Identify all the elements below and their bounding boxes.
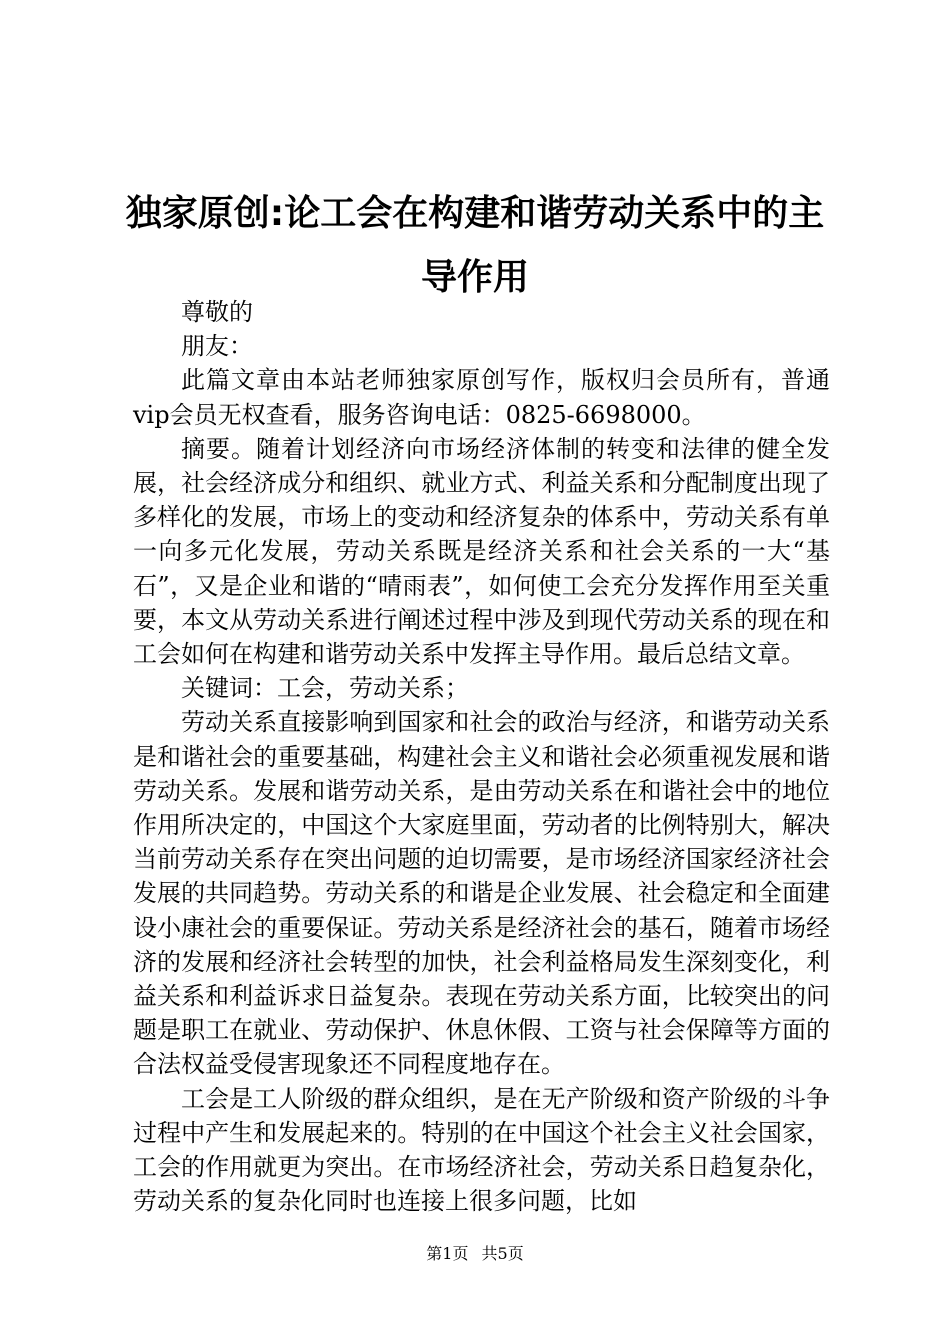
document-body	[133, 295, 830, 1218]
page-footer	[0, 1243, 950, 1265]
keywords-paragraph: 关键词：工会，劳动关系；	[181, 674, 469, 703]
page-total: 共5页	[481, 1244, 524, 1263]
salutation-line-2: 朋友：	[181, 332, 253, 361]
copyright-notice: 此篇文章由本站老师独家原创写作，版权归会员所有，普通vip会员无权查看，服务咨询电话：0825-6698000。	[133, 366, 830, 429]
body-paragraph: 劳动关系直接影响到国家和社会的政治与经济，和谐劳动关系是和谐社会的重要基础，构建社会主义和谐社会必须重视发展和谐劳动关系。发展和谐劳动关系，是由劳动关系在和谐社会中的地位作用所决定的，中国这个大家庭里面，劳动者的比例特别大，解决当前劳动关系存在突出问题的迫切需要，是市场经济国家经济社会发展的共同趋势。劳动关系的和谐是企业发展、社会稳定和全面建设小康社会的重要保证。劳动关系是经济社会的基石，随着市场经济的发展和经济社会转型的加快，社会利益格局发生深刻变化，利益关系和利益诉求日益复杂。表现在劳动关系方面，比较突出的问题是职工在就业、劳动保护、休息休假、工资与社会保障等方面的合法权益受侵害现象还不同程度地存在。	[133, 708, 830, 1079]
page-number: 第1页	[426, 1244, 469, 1263]
body-paragraph: 工会是工人阶级的群众组织，是在无产阶级和资产阶级的斗争过程中产生和发展起来的。特别的在中国这个社会主义社会国家，工会的作用就更为突出。在市场经济社会，劳动关系日趋复杂化，劳动关系的复杂化同时也连接上很多问题，比如	[133, 1084, 830, 1216]
document-title: 独家原创:论工会在构建和谐劳动关系中的主导作用	[125, 193, 825, 298]
abstract-paragraph: 摘要。随着计划经济向市场经济体制的转变和法律的健全发展，社会经济成分和组织、就业方式、利益关系和分配制度出现了多样化的发展，市场上的变动和经济复杂的体系中，劳动关系有单一向多元化发展，劳动关系既是经济关系和社会关系的一大“基石”，又是企业和谐的“晴雨表”，如何使工会充分发挥作用至关重要，本文从劳动关系进行阐述过程中涉及到现代劳动关系的现在和工会如何在构建和谐劳动关系中发挥主导作用。最后总结文章。	[133, 434, 830, 669]
salutation-line-1: 尊敬的	[181, 298, 253, 326]
